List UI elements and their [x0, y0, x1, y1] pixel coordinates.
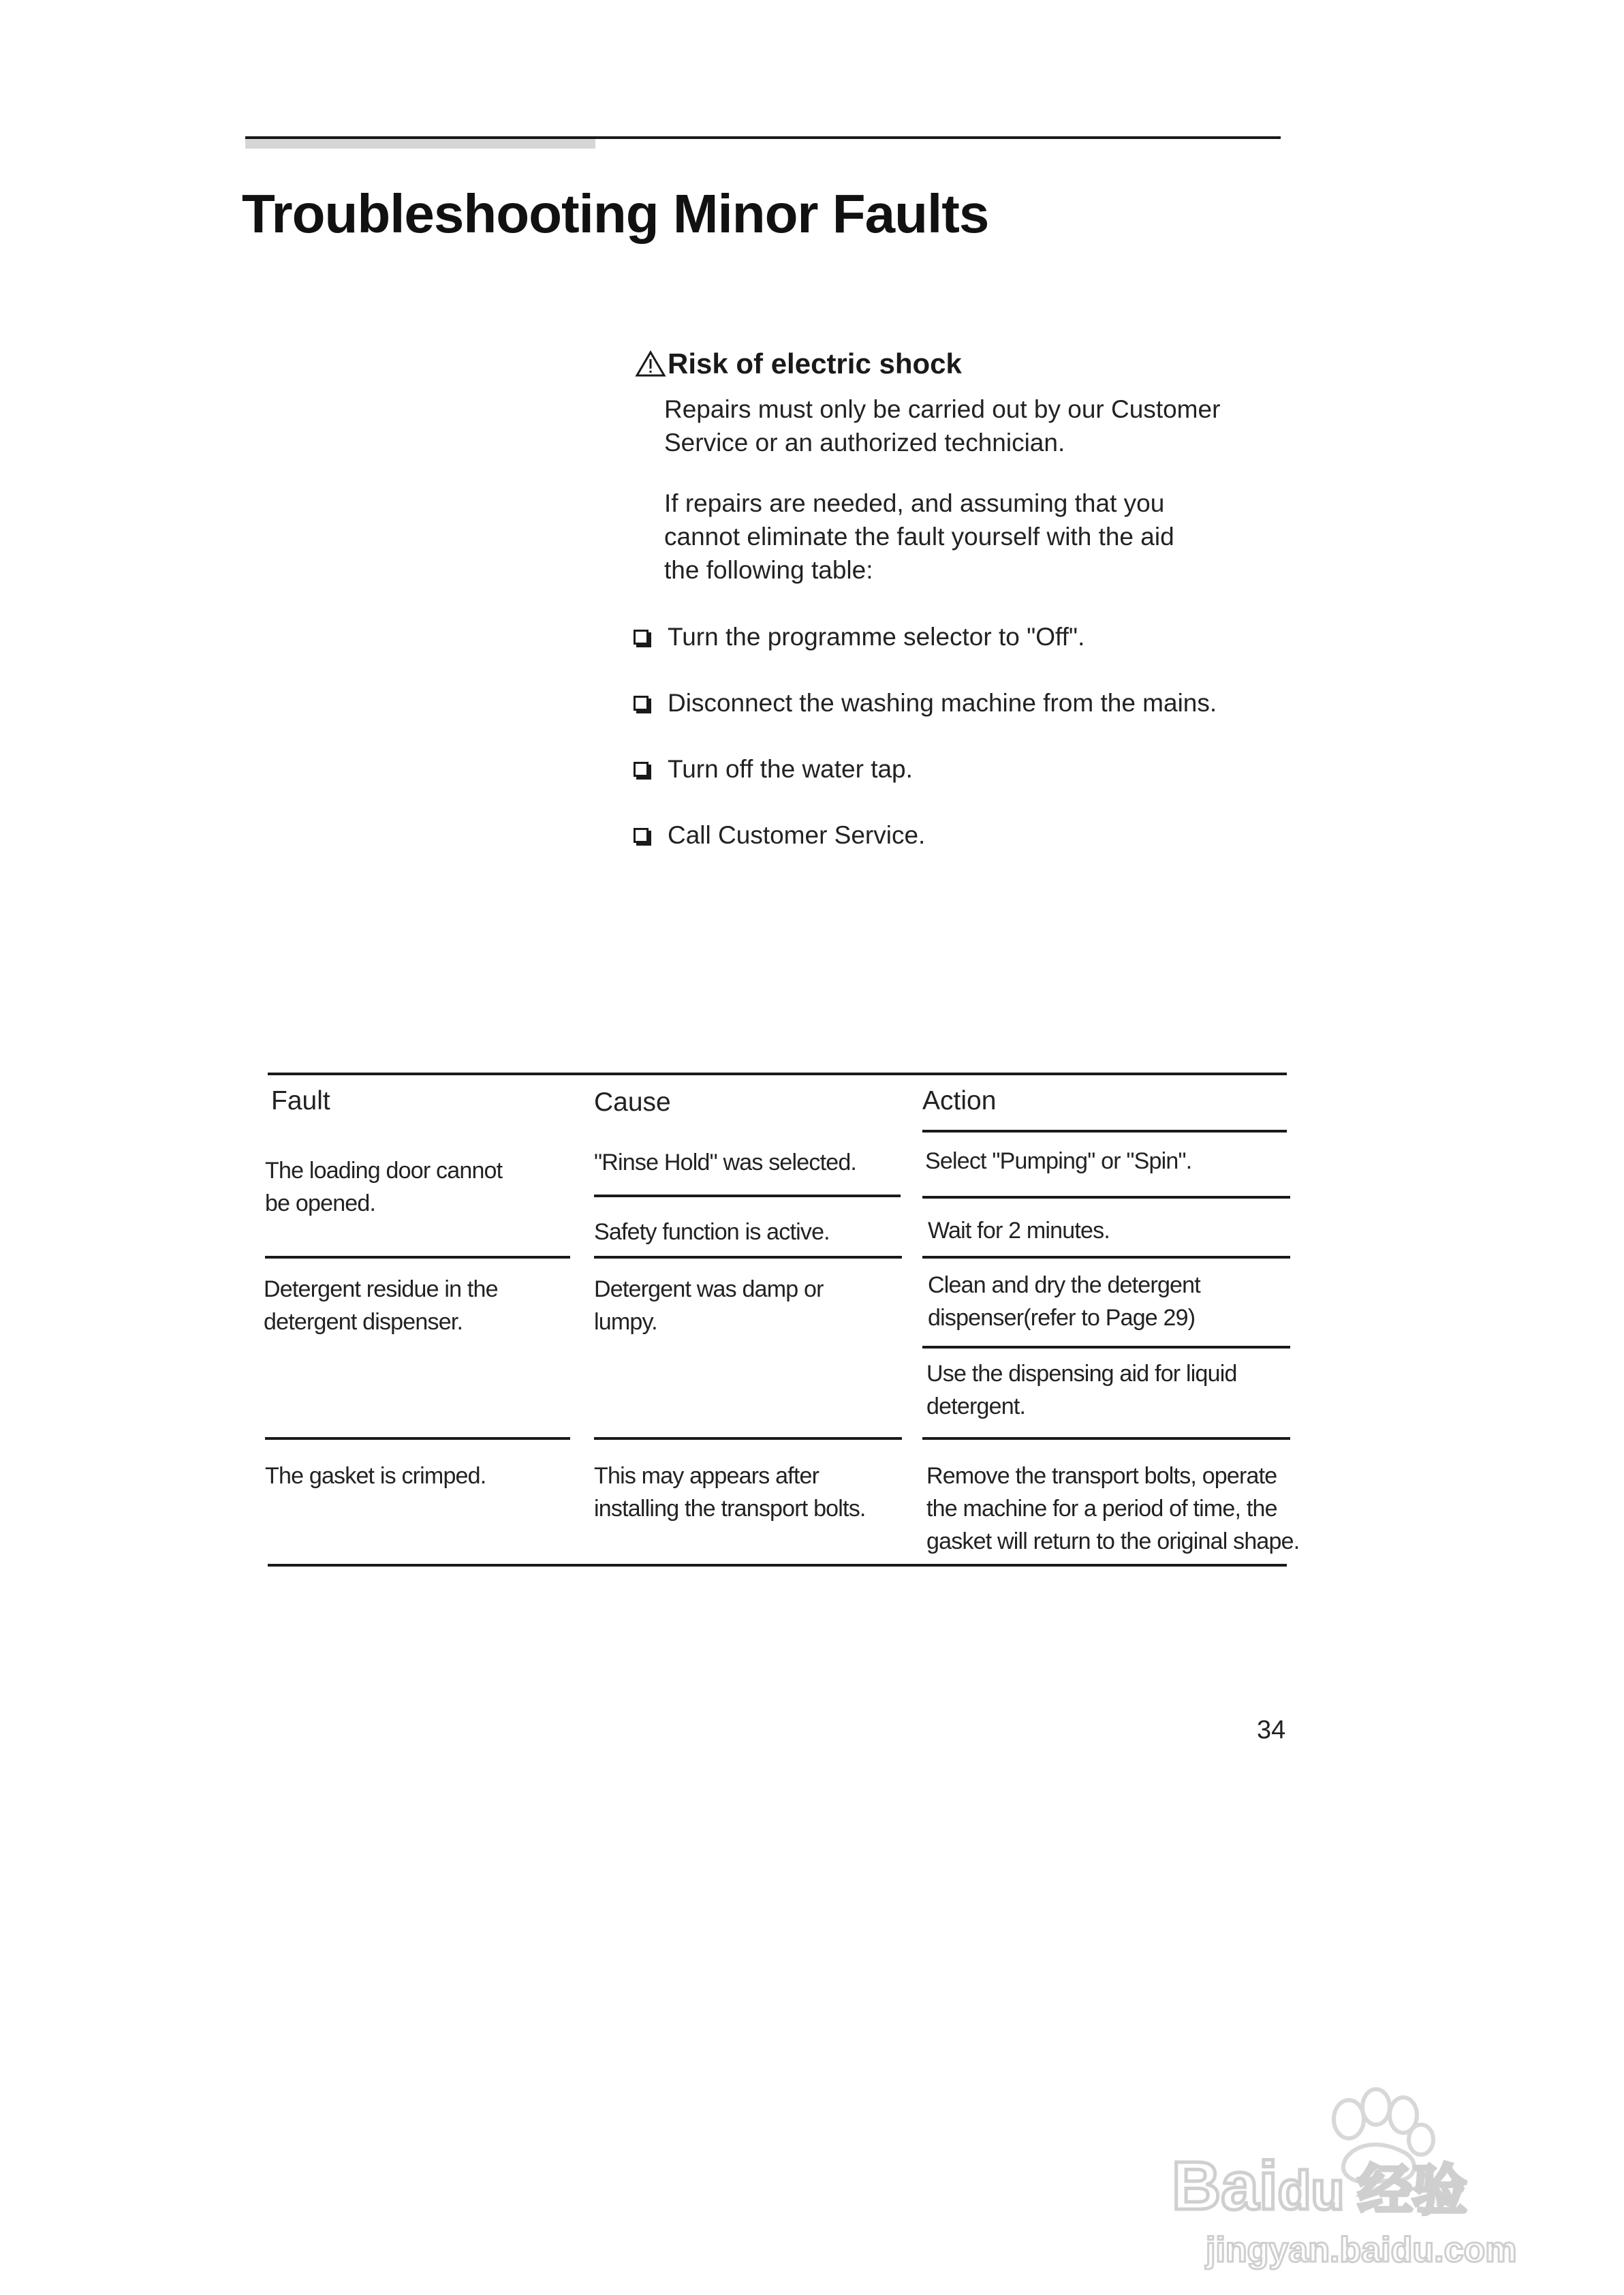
table-rule: [594, 1437, 902, 1440]
page-number: 34: [1257, 1716, 1286, 1744]
text-line: the machine for a period of time, the: [926, 1496, 1277, 1522]
text-line: detergent.: [926, 1393, 1026, 1419]
warning-triangle-icon: [635, 350, 666, 378]
table-cell-cause: [594, 1146, 901, 1179]
warning-paragraph-1: [664, 392, 1305, 459]
table-rule: [922, 1130, 1287, 1133]
checklist-item: [634, 623, 1084, 651]
column-header-cause: Cause: [594, 1088, 671, 1117]
text-line: The gasket is crimped.: [265, 1463, 486, 1489]
checklist-item-text: Call Customer Service.: [668, 821, 926, 849]
text-line: "Rinse Hold" was selected.: [594, 1150, 857, 1175]
text-line: Remove the transport bolts, operate: [926, 1463, 1277, 1489]
table-border-bottom: [268, 1564, 1287, 1567]
text-line: If repairs are needed, and assuming that you: [664, 489, 1165, 517]
text-line: Detergent residue in the: [264, 1276, 498, 1302]
table-cell-action: [928, 1269, 1289, 1334]
table-rule: [594, 1195, 901, 1197]
text-line: Select "Pumping" or "Spin".: [925, 1148, 1192, 1174]
text-line: Service or an authorized technician.: [664, 429, 1065, 457]
text-line: detergent dispenser.: [264, 1309, 463, 1335]
watermark-url: jingyan.baidu.com: [1206, 2230, 1517, 2270]
warning-heading-text: Risk of electric shock: [668, 348, 962, 380]
table-cell-fault: [265, 1154, 565, 1220]
table-cell-cause: [594, 1216, 901, 1248]
text-line: be opened.: [265, 1190, 376, 1216]
watermark: [1158, 2071, 1540, 2276]
table-border-top: [268, 1073, 1287, 1075]
warning-heading: [635, 348, 962, 380]
table-cell-cause: [594, 1460, 907, 1525]
checkbox-icon: [634, 630, 649, 645]
checklist-item-text: Turn the programme selector to "Off".: [668, 623, 1085, 651]
table-rule: [922, 1437, 1290, 1440]
checklist-item: [634, 689, 1217, 718]
text-line: Clean and dry the detergent: [928, 1272, 1200, 1298]
table-cell-fault: [264, 1273, 563, 1338]
warning-paragraph-2: [664, 487, 1305, 587]
table-cell-action: [925, 1145, 1286, 1177]
watermark-logo: [1172, 2146, 1467, 2225]
checkbox-icon: [634, 762, 649, 777]
text-line: the following table:: [664, 556, 873, 584]
watermark-brand-du: du: [1277, 2160, 1345, 2221]
table-rule: [922, 1256, 1290, 1259]
page-title: Troubleshooting Minor Faults: [242, 183, 989, 244]
header-rule-accent: [245, 139, 595, 149]
text-line: Use the dispensing aid for liquid: [926, 1361, 1237, 1387]
text-line: Safety function is active.: [594, 1219, 830, 1245]
text-line: cannot eliminate the fault yourself with the aid: [664, 523, 1174, 551]
checklist-item-text: Turn off the water tap.: [668, 755, 913, 783]
text-line: lumpy.: [594, 1309, 657, 1335]
text-line: Repairs must only be carried out by our Customer: [664, 395, 1221, 423]
table-rule: [922, 1196, 1290, 1199]
text-line: The loading door cannot: [265, 1158, 503, 1184]
checkbox-icon: [634, 828, 649, 843]
checkbox-icon: [634, 696, 649, 711]
table-cell-action: [926, 1460, 1322, 1558]
text-line: Wait for 2 minutes.: [928, 1218, 1110, 1244]
table-cell-action: [928, 1214, 1289, 1247]
table-cell-cause: [594, 1273, 901, 1338]
table-rule: [265, 1256, 570, 1259]
text-line: installing the transport bolts.: [594, 1496, 866, 1522]
table-cell-fault: [265, 1460, 565, 1492]
text-line: This may appears after: [594, 1463, 819, 1489]
text-line: dispenser(refer to Page 29): [928, 1305, 1196, 1331]
checklist-item-text: Disconnect the washing machine from the mains.: [668, 689, 1217, 717]
table-rule: [265, 1437, 570, 1440]
table-cell-action: [926, 1357, 1287, 1423]
watermark-brand: Bai: [1172, 2148, 1278, 2224]
text-line: Detergent was damp or: [594, 1276, 824, 1302]
table-rule: [594, 1256, 902, 1259]
column-header-action: Action: [922, 1086, 997, 1115]
text-line: gasket will return to the original shape.: [926, 1528, 1300, 1554]
column-header-fault: Fault: [271, 1086, 330, 1115]
checklist-item: [634, 755, 913, 784]
table-rule: [922, 1346, 1290, 1349]
watermark-brand-cn: 经验: [1358, 2160, 1467, 2221]
checklist-item: [634, 821, 925, 850]
